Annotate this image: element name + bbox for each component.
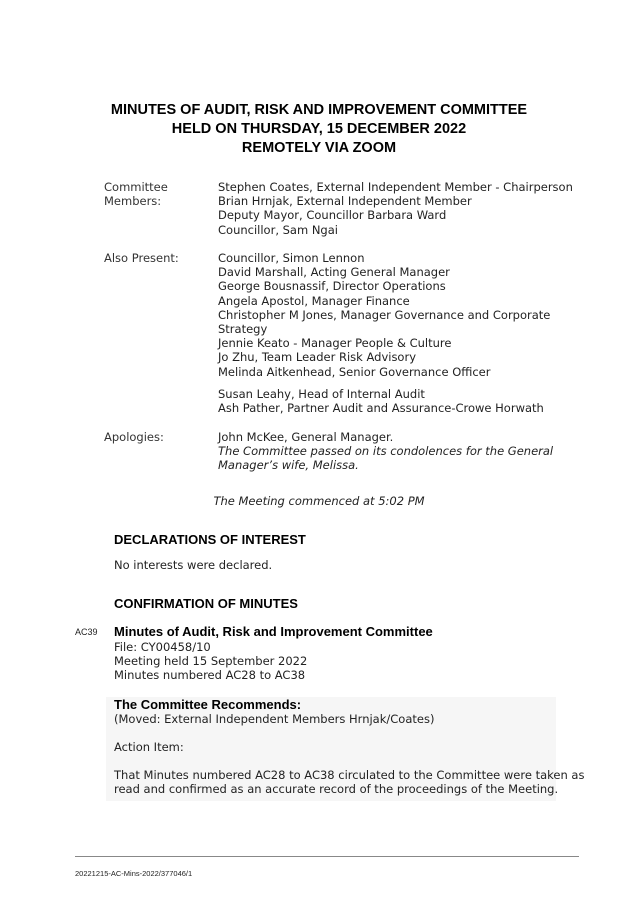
attendee: David Marshall, Acting General Manager	[218, 265, 450, 280]
item-number: AC39	[75, 627, 98, 637]
attendee: Councillor, Simon Lennon	[218, 251, 365, 265]
attendee: George Bousnassif, Director Operations	[218, 279, 446, 294]
resolution-line-1: That Minutes numbered AC28 to AC38 circulated to the Committee were taken as	[114, 768, 585, 782]
attendee: Ash Pather, Partner Audit and Assurance-Crowe Horwath	[218, 401, 544, 416]
also-present-list	[218, 251, 551, 379]
attendee: Melinda Aitkenhead, Senior Governance Officer	[218, 364, 491, 379]
item-file: File: CY00458/10	[114, 640, 211, 654]
committee-label-line-2: Members:	[104, 194, 162, 209]
committee-members-label	[104, 180, 168, 208]
footer-reference: 20221215-AC-Mins-2022/377046/1	[75, 869, 193, 878]
meeting-commenced: The Meeting commenced at 5:02 PM	[213, 494, 425, 508]
attendee: Susan Leahy, Head of Internal Audit	[218, 387, 425, 401]
declarations-text: No interests were declared.	[114, 558, 273, 572]
title-line-1: MINUTES OF AUDIT, RISK AND IMPROVEMENT COMMITTEE	[110, 102, 528, 118]
attendee: Jennie Keato - Manager People & Culture	[218, 336, 452, 351]
committee-member: Brian Hrnjak, External Independent Member	[218, 194, 472, 209]
title-line-2: HELD ON THURSDAY, 15 DECEMBER 2022	[171, 121, 467, 137]
committee-member: Deputy Mayor, Councillor Barbara Ward	[218, 208, 447, 223]
title-line-3: REMOTELY VIA ZOOM	[241, 140, 397, 156]
apologies-label: Apologies:	[104, 430, 164, 444]
also-present-label: Also Present:	[104, 251, 179, 265]
apology-note-line-2: Manager’s wife, Melissa.	[218, 458, 359, 473]
apology-name: John McKee, General Manager.	[218, 430, 394, 444]
item-minutes: Minutes numbered AC28 to AC38	[114, 668, 306, 683]
committee-member: Stephen Coates, External Independent Member - Chairperson	[218, 180, 573, 194]
resolution-line-2: read and confirmed as an accurate record of the proceedings of the Meeting.	[114, 782, 559, 797]
attendee: Strategy	[218, 322, 268, 337]
committee-label-line-1: Committee	[104, 180, 168, 194]
item-title: Minutes of Audit, Risk and Improvement Committee	[114, 624, 433, 639]
footer-divider	[75, 856, 579, 857]
attendee: Jo Zhu, Team Leader Risk Advisory	[218, 350, 417, 365]
committee-member: Councillor, Sam Ngai	[218, 222, 338, 237]
also-present-list-2	[218, 387, 548, 415]
item-details	[114, 640, 307, 683]
apologies-list	[218, 430, 554, 473]
recommendation-heading: The Committee Recommends:	[114, 697, 302, 712]
attendee: Christopher M Jones, Manager Governance and Corporate	[218, 307, 551, 322]
attendee: Angela Apostol, Manager Finance	[218, 293, 410, 308]
recommendation-moved: (Moved: External Independent Members Hrnjak/Coates)	[114, 712, 435, 726]
recommendation-action: Action Item:	[114, 740, 184, 754]
apology-note-line-1: The Committee passed on its condolences for the General	[218, 444, 554, 459]
committee-members-list	[218, 180, 573, 237]
declarations-heading: DECLARATIONS OF INTEREST	[114, 532, 306, 547]
confirmation-heading: CONFIRMATION OF MINUTES	[114, 596, 298, 611]
item-meeting: Meeting held 15 September 2022	[114, 654, 308, 669]
document-title	[0, 101, 638, 158]
recommendation-resolution	[114, 768, 584, 796]
